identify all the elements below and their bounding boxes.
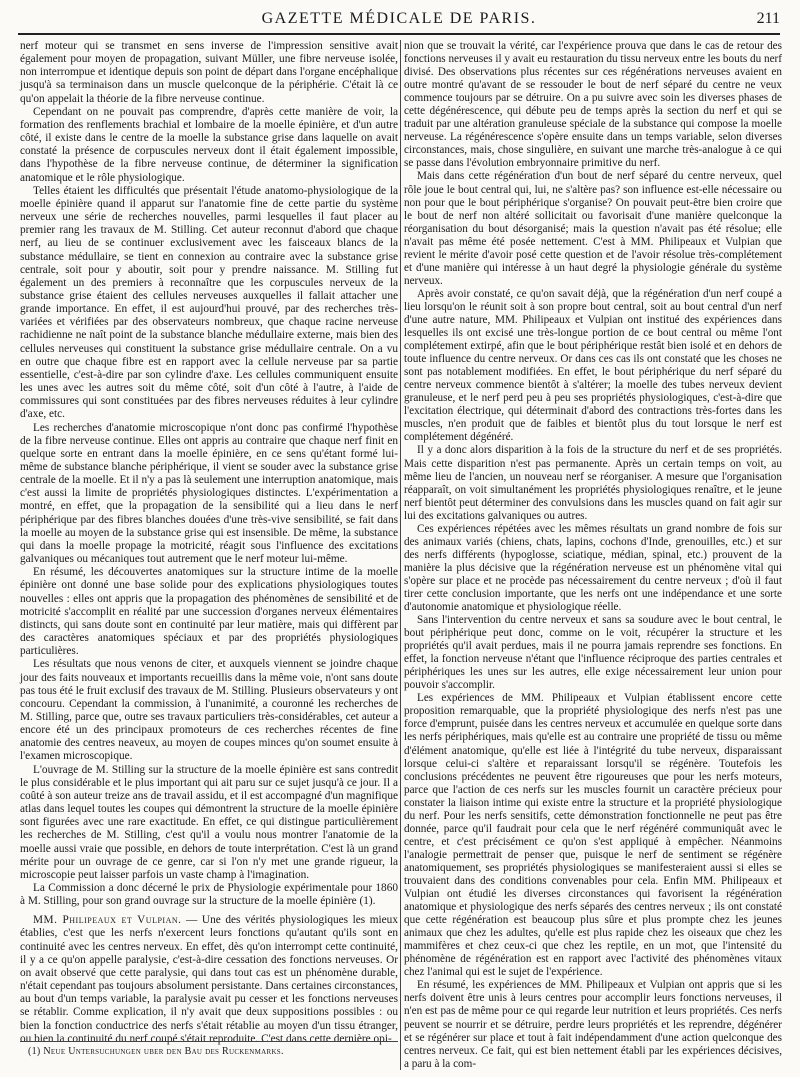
paragraph: Mais dans cette régénération d'un bout de nerf séparé du centre nerveux, quel rôle joue le bout central qui, lui, ne s'altère pas? son influence est-elle nécessaire ou non pour que le bout périphérique s'organise? On pouvait peut-être bien croire que le bout de nerf non altéré sollicitait ou favorisait d'une manière quelconque la réorganisation du bout désorganisé; mais la question n'avait pas été résolue; elle n'avait pas même été posée nettement. C'est à MM. Philipeaux et Vulpian que revient le mérite d'avoir posé cette question et de l'avoir résolue très-complétement et d'une manière qui intéresse à un haut degré la physiologie générale du système nerveux. [404,170,782,287]
paragraph: nerf moteur qui se transmet en sens inverse de l'impression sensitive avait également pour moyen de propagation, suivant Müller, une fibre nerveuse isolée, non interrompue et identique depuis son point de départ dans l'organe encéphalique jusqu'à sa terminaison dans un muscle quelconque de la périphérie. C'était là ce qu'on appelait la théorie de la fibre nerveuse continue. [20,40,398,105]
journal-title: GAZETTE MÉDICALE DE PARIS. [261,10,537,27]
section-heading: MM. Philipeaux et Vulpian. [33,914,182,927]
paragraph: nion que se trouvait la vérité, car l'expérience prouva que dans le cas de retour des fonctions nerveuses il y avait eu restauration du tissu nerveux entre les bouts du nerf divisé. Des observations plus récentes sur ces régénérations nerveuses avaient en outre montré qu'avant de se ressouder le bout de nerf séparé du centre ne veux commence toujours par se détruire. On a pu suivre avec soin les diverses phases de cette dégénérescence, qui débute peu de temps après la section du nerf et qui se traduit par une altération granuleuse spéciale de la substance qui compose la moelle nerveuse. La régénérescence s'opère ensuite dans un temps variable, selon diverses circonstances, mais, chose singulière, en suivant une marche très-analogue à ce qui se passe dans l'évolution embryonnaire primitive du nerf. [404,40,782,170]
column-divider [400,40,401,1070]
paragraph: Après avoir constaté, ce qu'on savait déjà, que la régénération d'un nerf coupé a lieu lorsqu'on le réunit soit à son propre bout central, soit au bout central d'un nerf d'une autre nature, MM. Philipeaux et Vulpian ont institué des expériences dans lesquelles ils ont excisé une très-longue portion de ce bout central ou même l'ont complétement extirpé, afin que le bout périphérique restât bien isolé et en dehors de toute influence du centre nerveux. Or dans ces cas ils ont constaté que les choses ne sont pas notablement modifiées. En effet, le bout périphérique du nerf séparé du centre nerveux commence bientôt à s'altérer; la moelle des tubes nerveux devient granuleuse, et le nerf perd peu à peu ses propriétés physiologiques, c'est-à-dire que l'excitation électrique, qui déterminait d'abord des contractions très-fortes dans les muscles, n'en produit que de faibles et bientôt plus du tout lorsque le nerf est complétement dégénéré. [404,287,782,444]
right-column [404,40,782,1070]
paragraph: Il y a donc alors disparition à la fois de la structure du nerf et de ses propriétés. Mais cette disparition n'est pas permanente. Après un certain temps on voit, au même lieu de l'ancien, un nouveau nerf se réorganiser. A mesure que l'organisation réapparaît, on voit simultanément les propriétés physiologiques renaître, et le jeune nerf bientôt peut déterminer des convulsions dans les muscles quand on fait agir sur lui des excitations galvaniques ou autres. [404,444,782,522]
page-number: 211 [756,10,780,27]
paragraph: Ces expériences répétées avec les mêmes résultats un grand nombre de fois sur des animaux variés (chiens, chats, lapins, cochons d'Inde, grenouilles, etc.) et sur des nerfs différents (hypoglosse, sciatique, médian, spinal, etc.) prouvent de la manière la plus décisive que la régénération nerveuse est un phénomène vital qui s'opère sur place et ne procède pas nécessairement du centre nerveux ; d'où il faut tirer cette conclusion importante, que les nerfs ont une indépendance et une sorte d'autonomie anatomique et physiologique réelle. [404,522,782,614]
paragraph: Cependant on ne pouvait pas comprendre, d'après cette manière de voir, la formation des renflements brachial et lombaire de la moelle épinière, et d'un autre côté, il existe dans le centre de la moelle la substance grise dans laquelle on avait constaté la présence de corpuscules nerveux dont il était également impossible, dans l'hypothèse de la fibre nerveuse continue, de déterminer la signification anatomique et le rôle physiologique. [20,105,398,184]
header-rule [18,33,780,35]
paragraph: Les recherches d'anatomie microscopique n'ont donc pas confirmé l'hypothèse de la fibre nerveuse continue. Elles ont appris au contraire que chaque nerf finit en quelque sorte en entrant dans la moelle épinière, en ce sens qu'étant formé lui-même de substance blanche périphérique, il vient se souder avec la substance grise centrale de la moelle. Et il n'y a pas là seulement une interruption anatomique, mais c'est aussi la limite de propriétés physiologiques distinctes. L'expérimentation a montré, en effet, que la propagation de la sensibilité qui a lieu dans le nerf périphérique par des fibres blanches douées d'une très-vive sensibilité, se fait dans la moelle au moyen de la substance grise qui est insensible. De même, la substance qui dans la moelle propage la motricité, réagit sous l'influence des excitations galvaniques ou mécaniques tout autrement que le nerf moteur lui-même. [20,421,398,566]
paragraph: En résumé, les expériences de MM. Philipeaux et Vulpian ont appris que si les nerfs doivent être unis à leurs centres pour accomplir leurs fonctions nerveuses, il n'en est pas de même pour ce qui regarde leur nutrition et leurs propriétés. Ces nerfs peuvent se nourrir et se détruire, perdre leurs propriétés et les reprendre, dégénérer et se régénérer sur place et tout à fait indépendamment d'une action quelconque des centres nerveux. Ce fait, qui est bien nettement établi par les expériences décisives, a paru à la com- [404,979,782,1070]
footnote: (1) Neue Untersuchungen uber den Bau des Ruckenmarks. [28,1046,284,1057]
paragraph: Sans l'intervention du centre nerveux et sans sa soudure avec le bout central, le bout périphérique peut donc, comme on le voit, récupérer la structure et les propriétés qu'il avait perdues, mais il ne pourra jamais reprendre ses fonctions. En effet, la fonction nerveuse n'étant que l'influence réciproque des parties centrales et périphériques les unes sur les autres, elle exige nécessairement leur union pour pouvoir s'accomplir. [404,614,782,692]
footnote-rule [20,1041,398,1042]
paragraph: Les expériences de MM. Philipeaux et Vulpian établissent encore cette proposition remarquable, que la propriété physiologique des nerfs n'est pas une force d'emprunt, puisée dans les centres nerveux et accumulée en quelque sorte dans les nerfs périphériques, mais qu'elle est au contraire une propriété de tissu ou même d'élément anatomique, qu'elle est liée à l'intégrité du tube nerveux, disparaissant lorsque celui-ci s'altère et reparaissant lorsqu'il se régénère. Toutefois les conclusions précédentes ne peuvent être rigoureuses que pour les nerfs moteurs, parce que l'action de ces nerfs sur les muscles fournit un caractère précieux pour constater la liaison intime qui existe entre la structure et la propriété physiologique du nerf. Pour les nerfs sensitifs, cette démonstration fonctionnelle ne peut pas être donnée, parce qu'il faudrait pour cela que le nerf régénéré communiquât avec le centre, et c'est précisément ce qu'on s'est appliqué à empêcher. Néanmoins l'analogie permettrait de penser que, puisque le nerf de sentiment se régénère anatomiquement, ses propriétés physiologiques se manifesteraient aussi si elles se trouvaient dans des conditions convenables pour cela. Enfin MM. Philipeaux et Vulpian ont étudié les diverses circonstances qui favorisent la régénération anatomique et physiologique des nerfs séparés des centres nerveux ; ils ont constaté que cette régénération est beaucoup plus sûre et plus prompte chez les jeunes animaux que chez les adultes, qu'elle est plus rapide chez les oiseaux que chez les mammifères et chez ceux-ci que chez les reptile, en un mot, que l'intensité du phénomène de régénération est en rapport avec l'activité des phénomènes vitaux chez l'animal qui est le sujet de l'expérience. [404,692,782,979]
section-paragraph [20,914,398,1046]
paragraph: En résumé, les découvertes anatomiques sur la structure intime de la moelle épinière ont donné une base solide pour des explications physiologiques toutes nouvelles : elles ont appris que la propagation des phénomènes de sensibilité et de motricité s'accomplit en réalité par une succession d'organes nerveux élémentaires distincts, qui sans doute sont en continuité par leur matière, mais qui diffèrent par des caractères anatomiques spéciaux et par des propriétés physiologiques particulières. [20,566,398,658]
paragraph: La Commission a donc décerné le prix de Physiologie expérimentale pour 1860 à M. Stilling, pour son grand ouvrage sur la structure de la moelle épinière (1). [20,882,398,908]
page-header [18,8,780,32]
paragraph: Les résultats que nous venons de citer, et auxquels viennent se joindre chaque jour des faits nouveaux et importants recueillis dans la même voie, n'ont sans doute pas tous été le fruit exclusif des travaux de M. Stilling. Plusieurs observateurs y ont concouru. Cependant la commission, à l'unanimité, a couronné les recherches de M. Stilling, parce que, outre ses travaux particuliers très-considérables, cet auteur a encore été un des principaux promoteurs de ces recherches récentes de fine anatomie des centres neaveux, au moyen de coupes minces qu'on soumet ensuite à l'examen microscopique. [20,658,398,763]
section-text: — Une des vérités physiologiques les mieux établies, c'est que les nerfs n'exercent leurs fonctions qu'autant qu'ils sont en continuité avec les centres nerveux. En effet, dès qu'on interrompt cette continuité, il y a ce qu'on appelle paralysie, c'est-à-dire cessation des fonctions nerveuses. Or on avait observé que cette paralysie, qui dans tout cas est un phénomène durable, n'était cependant pas toujours absolument persistante. Dans certaines circonstances, au bout d'un temps variable, la paralysie avait pu cesser et les fonctions nerveuses se rétablir. Comme explication, il n'y avait que deux suppositions possibles : ou bien la fonction conductrice des nerfs s'était rétablie au moyen d'un tissu étranger, ou bien la continuité du nerf coupé s'était reproduite. C'est dans cette dernière opi- [20,914,398,1045]
paragraph: Telles étaient les difficultés que présentait l'étude anatomo-physiologique de la moelle épinière quand il apparut sur l'anatomie fine de cette partie du système nerveux une série de recherches nouvelles, parmi lesquelles il faut placer au premier rang les travaux de M. Stilling. Cet auteur reconnut d'abord que chaque nerf, au lieu de se continuer exclusivement avec les faisceaux blancs de la substance médullaire, se tient en connexion au contraire avec la substance grise centrale, soit pour y aboutir, soit pour y prendre naissance. M. Stilling fut également un des premiers à reconnaître que les corpuscules nerveux de la substance grise étaient des cellules nerveuses auxquelles il fallait attacher une grande importance. En effet, il est aujourd'hui prouvé, par des recherches très-variées et vérifiées par des observateurs nombreux, que chaque racine nerveuse rachidienne ne naît point de la substance blanche médullaire externe, mais bien des cellules nerveuses qui constituent la substance grise médullaire centrale. On a vu en outre que chaque fibre est en rapport avec la cellule nerveuse par sa partie essentielle, c'est-à-dire par son cylindre d'axe. Les cellules communiquent ensuite les unes avec les autres soit du même côté, soit d'un côté à l'autre, à l'aide de commissures qui sont constituées par des fibres nerveuses réduites à leur cylindre d'axe, etc. [20,184,398,421]
left-column [20,40,398,1060]
paragraph: L'ouvrage de M. Stilling sur la structure de la moelle épinière est sans contredit le plus considérable et le plus important qui ait paru sur ce sujet jusqu'à ce jour. Il a coûté à son auteur treize ans de travail assidu, et il est accompagné d'un magnifique atlas dans lequel toutes les coupes qui démontrent la structure de la moelle épinière sont figurées avec une rare exactitude. En effet, ce qui distingue particulièrement les recherches de M. Stilling, c'est qu'il a voulu nous montrer l'anatomie de la moelle aussi vraie que possible, en dehors de toute interprétation. C'est là un grand mérite pour un ouvrage de ce genre, car si l'on n'y met une grande rigueur, la microscopie peut laisser parfois un vaste champ à l'imagination. [20,763,398,881]
